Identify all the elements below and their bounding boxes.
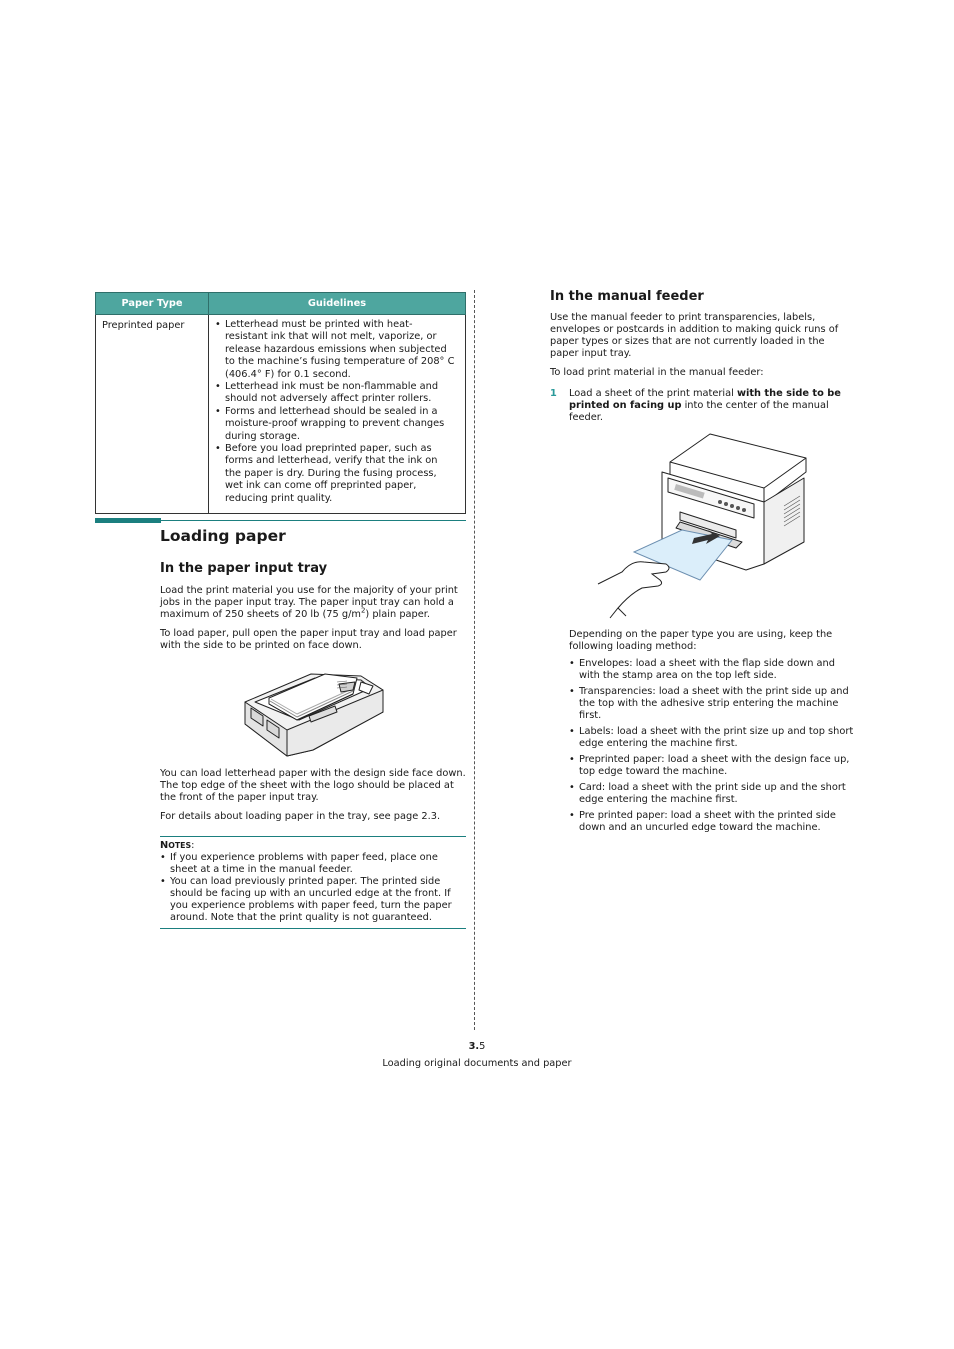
notes-box (160, 836, 466, 929)
paragraph: You can load letterhead paper with the design side face down. The top edge of the sheet with the logo should be placed at the front of the paper input tray. (160, 768, 466, 803)
page-number (0, 1041, 954, 1053)
method-preprinted: • Preprinted paper: load a sheet with the design face up, top edge toward the machine. (569, 754, 856, 778)
subtitle-manual-feeder: In the manual feeder (550, 289, 704, 304)
section-accent-bar (95, 518, 161, 523)
text-run: Load a sheet of the print material (569, 388, 737, 399)
notes-title (160, 840, 466, 852)
paragraph: For details about loading paper in the tray, see page 2.3. (160, 811, 441, 822)
step-number: 1 (550, 388, 557, 399)
page-chapter: 3. (468, 1041, 480, 1052)
table-header-row (96, 293, 466, 315)
method-card: • Card: load a sheet with the print side up and the short edge entering the machine first. (569, 782, 856, 806)
footer-caption: Loading original documents and paper (382, 1058, 572, 1069)
superscript: 2 (360, 606, 366, 615)
text-run: ) plain paper. (365, 609, 431, 620)
bold-run: with the side to be printed on facing up (569, 388, 841, 411)
text-run: Load the print material you use for the majority of your print jobs in the paper input tray. The paper input tray can hold a maximum of 250 sheets of 20 lb (75 g/m (160, 585, 458, 620)
notes-colon: : (191, 840, 195, 851)
section-rule (161, 520, 466, 521)
method-envelopes: • Envelopes: load a sheet with the flap side down and with the stamp area on the top left side. (569, 658, 856, 682)
column-divider (474, 290, 475, 1030)
note-item: • You can load previously printed paper. The printed side should be facing up with an uncurled edge at the front. If you experience problems with paper feed, turn the paper around. Note that the print quality is not guaranteed. (160, 876, 466, 924)
method-transparencies: • Transparencies: load a sheet with the print side up and the top with the adhesive strip entering the machine first. (569, 686, 856, 722)
column-header-guidelines: Guidelines (209, 293, 466, 315)
note-item: • If you experience problems with paper feed, place one sheet at a time in the manual feeder. (160, 852, 466, 876)
paragraph: Use the manual feeder to print transparencies, labels, envelopes or postcards in addition to making quick runs of paper types or sizes that are not currently loaded in the paper input tray. (550, 312, 839, 359)
manual-feeder-illustration (596, 432, 810, 620)
paper-type-cell: Preprinted paper (96, 315, 209, 514)
loading-methods-list (569, 658, 856, 838)
notes-title-initial: N (160, 840, 169, 851)
paper-tray-illustration (243, 664, 385, 758)
paragraph: To load paper, pull open the paper input tray and load paper with the side to be printed on face down. (160, 628, 457, 651)
guidelines-cell (209, 315, 466, 514)
section-title: Loading paper (160, 527, 286, 545)
paragraph: To load print material in the manual feeder: (550, 367, 764, 378)
guideline-item: • Letterhead must be printed with heat-resistant ink that will not melt, vaporize, or release hazardous emissions when subjected to the machine’s fusing temperature of 208° C (406.4° F) for 0.1 second. (215, 319, 455, 381)
notes-title-rest: OTES (168, 841, 192, 850)
method-pre-printed: • Pre printed paper: load a sheet with the printed side down and an uncurled edge toward the machine. (569, 810, 856, 834)
guideline-item: • Letterhead ink must be non-flammable and should not adversely affect printer rollers. (215, 381, 455, 406)
step-text (569, 388, 856, 424)
step-1 (550, 388, 856, 424)
subtitle-paper-input-tray: In the paper input tray (160, 561, 328, 576)
paragraph: Depending on the paper type you are using, keep the following loading method: (569, 629, 833, 652)
column-header-paper-type: Paper Type (96, 293, 209, 315)
method-labels: • Labels: load a sheet with the print size up and top short edge entering the machine first. (569, 726, 856, 750)
guideline-item: • Before you load preprinted paper, such as forms and letterhead, verify that the ink on the paper is dry. During the fusing process, wet ink can come off preprinted paper, reducing print quality. (215, 443, 455, 505)
guideline-item: • Forms and letterhead should be sealed in a moisture-proof wrapping to prevent changes during storage. (215, 406, 455, 443)
text-run: into the center of the manual feeder. (569, 400, 829, 423)
paragraph (160, 585, 466, 621)
paper-type-table (95, 292, 466, 514)
page-index: 5 (479, 1041, 486, 1052)
table-row (96, 315, 466, 514)
